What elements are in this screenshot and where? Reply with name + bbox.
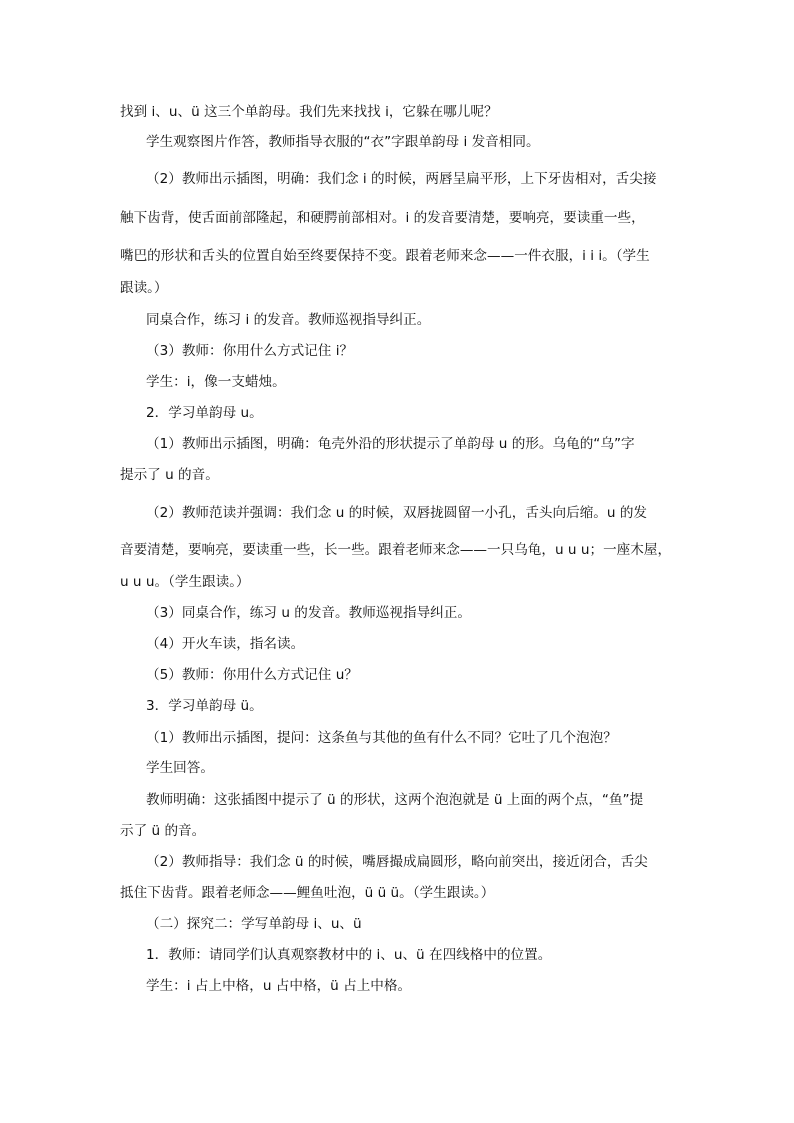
text-line: （4）开火车读，指名读。 — [146, 636, 305, 652]
text-line: 抵住下齿背。跟着老师念——鲤鱼吐泡，ü ü ü。（学生跟读。） — [120, 885, 495, 901]
text-line: 嘴巴的形状和舌头的位置自始至终要保持不变。跟着老师来念——一件衣服，i i i。（学生 — [120, 248, 650, 264]
text-line: 2．学习单韵母 u。 — [146, 405, 263, 421]
text-line: 1．教师：请同学们认真观察教材中的 i、u、ü 在四线格中的位置。 — [146, 947, 552, 963]
text-line: （5）教师：你用什么方式记住 u？ — [146, 667, 358, 683]
text-line: （2）教师出示插图，明确：我们念 i 的时候，两唇呈扁平形，上下牙齿相对，舌尖接 — [146, 171, 657, 187]
text-line: 音要清楚，要响亮，要读重一些，长一些。跟着老师来念——一只乌龟，u u u；一座木屋， — [120, 542, 672, 558]
text-line: 同桌合作，练习 i 的发音。教师巡视指导纠正。 — [146, 312, 431, 328]
text-line: 触下齿背，使舌面前部隆起，和硬腭前部相对。i 的发音要清楚，要响亮，要读重一些， — [120, 210, 645, 226]
text-line: 教师明确：这张插图中提示了 ü 的形状，这两个泡泡就是 ü 上面的两个点，“鱼”提 — [146, 792, 644, 808]
text-line: 提示了 u 的音。 — [120, 467, 219, 483]
text-line: 学生：i，像一支蜡烛。 — [146, 374, 286, 390]
text-line: （1）教师出示插图，提问：这条鱼与其他的鱼有什么不同？它吐了几个泡泡？ — [146, 730, 617, 746]
text-line: 找到 i、u、ü 这三个单韵母。我们先来找找 i，它躲在哪儿呢？ — [120, 104, 498, 120]
text-line: u u u。（学生跟读。） — [120, 574, 250, 590]
text-line: 学生：i 占上中格，u 占中格，ü 占上中格。 — [146, 978, 412, 994]
text-line: 学生观察图片作答，教师指导衣服的“衣”字跟单韵母 i 发音相同。 — [146, 134, 540, 150]
text-line: 跟读。） — [120, 280, 168, 296]
text-line: （2）教师指导：我们念 ü 的时候，嘴唇撮成扁圆形，略向前突出，接近闭合，舌尖 — [146, 854, 648, 870]
text-line: （3）同桌合作，练习 u 的发音。教师巡视指导纠正。 — [146, 605, 471, 621]
text-line: （1）教师出示插图，明确：龟壳外沿的形状提示了单韵母 u 的形。乌龟的“乌”字 — [146, 436, 635, 452]
text-line: 示了 ü 的音。 — [120, 823, 206, 839]
text-line: （二）探究二：学写单韵母 i、u、ü — [146, 916, 362, 932]
text-line: （2）教师范读并强调：我们念 u 的时候，双唇拢圆留一小孔，舌头向后缩。u 的发 — [146, 505, 648, 521]
text-line: 3．学习单韵母 ü。 — [146, 698, 263, 714]
text-line: 学生回答。 — [146, 760, 214, 776]
text-line: （3）教师：你用什么方式记住 i？ — [146, 343, 354, 359]
